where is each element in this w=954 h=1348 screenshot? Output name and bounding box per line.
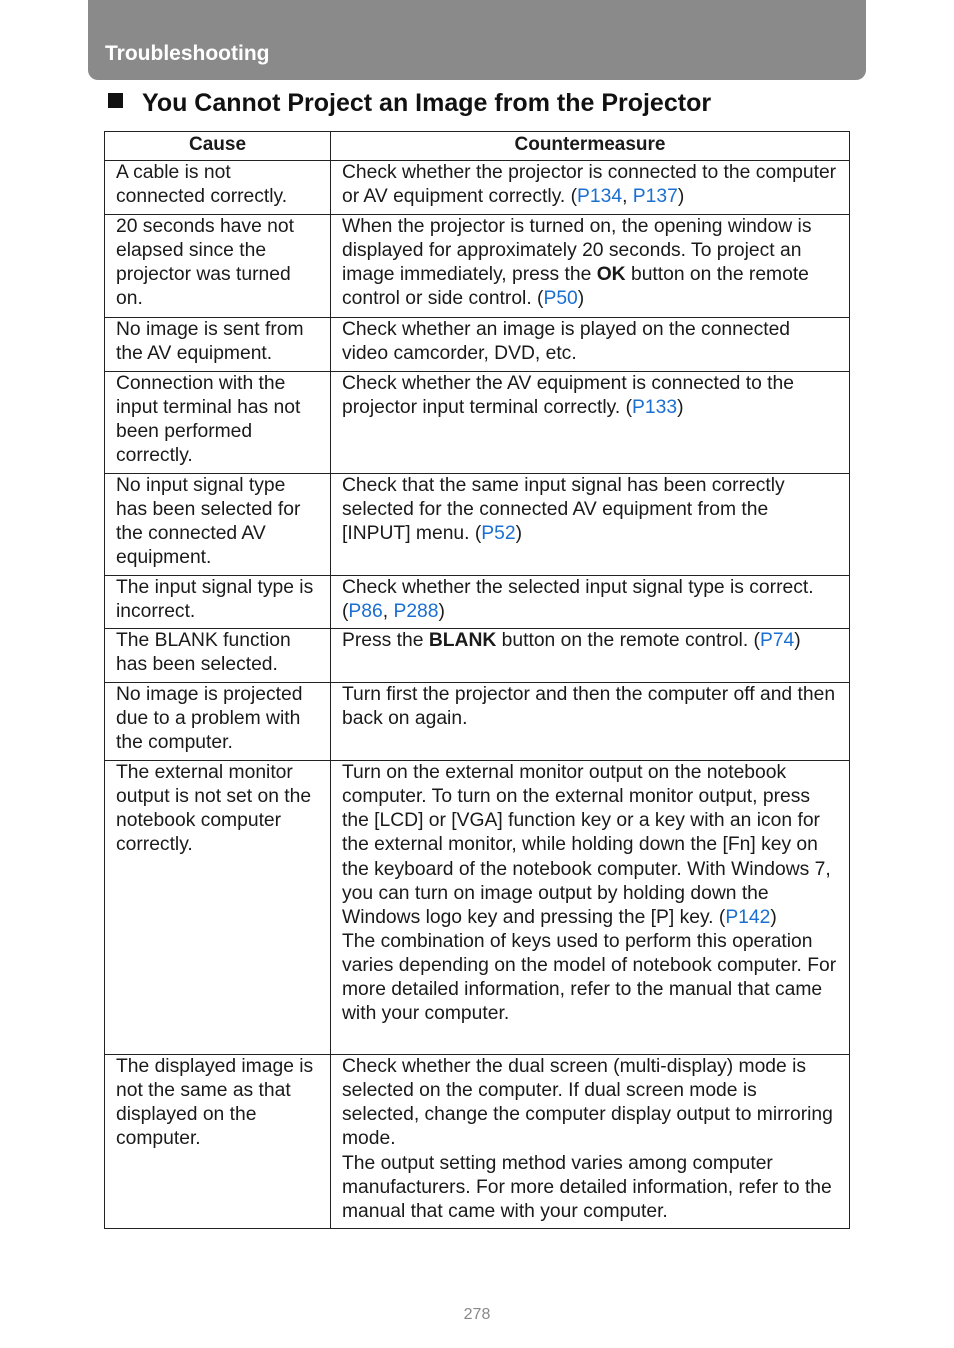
countermeasure-paragraph <box>342 629 839 653</box>
table-body <box>105 161 850 1229</box>
text-segment: ) <box>677 186 685 208</box>
text-segment: The combination of keys used to perform this operation varies depending on the model of notebook computer. For more detailed information, refer to the manual that came with your computer. <box>342 930 837 1025</box>
text-segment: Turn first the projector and then the computer off and then back on again. <box>342 684 836 730</box>
page-reference-link[interactable]: P134 <box>577 186 623 208</box>
header-title: Troubleshooting <box>105 42 270 65</box>
text-segment: Press the <box>342 630 429 652</box>
troubleshooting-table <box>104 131 850 1229</box>
cause-cell: No input signal type has been selected for the connected AV equipment. <box>105 474 331 576</box>
cause-cell: The external monitor output is not set on the notebook computer correctly. <box>105 761 331 1055</box>
text-segment: ) <box>577 288 585 310</box>
button-name-text: OK <box>596 264 626 286</box>
countermeasure-paragraph <box>342 683 839 731</box>
text-segment: ) <box>677 397 684 419</box>
page-reference-link[interactable]: P74 <box>759 630 795 652</box>
countermeasure-cell <box>331 372 850 474</box>
column-header-countermeasure: Countermeasure <box>331 132 850 161</box>
table-row <box>105 474 850 576</box>
page-reference-link[interactable]: P133 <box>632 397 678 419</box>
cause-cell: The displayed image is not the same as that displayed on the computer. <box>105 1055 331 1229</box>
countermeasure-paragraph <box>342 318 839 366</box>
table-row <box>105 372 850 474</box>
cause-cell: Connection with the input terminal has not been performed correctly. <box>105 372 331 474</box>
table-row <box>105 629 850 683</box>
section-title: You Cannot Project an Image from the Projector <box>142 89 712 117</box>
text-segment: ) <box>438 601 445 623</box>
page-number: 278 <box>463 1306 491 1323</box>
table-row <box>105 576 850 629</box>
countermeasure-cell <box>331 161 850 215</box>
countermeasure-paragraph <box>342 930 839 1026</box>
countermeasure-cell <box>331 215 850 318</box>
countermeasure-paragraph <box>342 1055 839 1151</box>
text-segment: button on the remote control. ( <box>496 630 760 652</box>
text-segment: The output setting method varies among computer manufacturers. For more detailed information, refer to the manual that came with your computer. <box>342 1152 832 1222</box>
table-header-row <box>105 132 850 161</box>
text-segment: , <box>382 601 394 623</box>
page-reference-link[interactable]: P86 <box>348 601 383 623</box>
table-row <box>105 683 850 761</box>
cause-cell: The BLANK function has been selected. <box>105 629 331 683</box>
page-reference-link[interactable]: P288 <box>393 601 439 623</box>
cause-cell: The input signal type is incorrect. <box>105 576 331 629</box>
countermeasure-paragraph <box>342 372 839 420</box>
table-row <box>105 761 850 1055</box>
column-header-cause: Cause <box>105 132 331 161</box>
countermeasure-cell <box>331 761 850 1055</box>
text-segment: ) <box>770 906 777 928</box>
countermeasure-cell <box>331 629 850 683</box>
table-row <box>105 161 850 215</box>
text-segment: , <box>622 186 633 208</box>
table-row <box>105 215 850 318</box>
text-segment: Turn on the external monitor output on the notebook computer. To turn on the external monitor output, press the [LCD] or [VGA] function key or a key with an icon for the external monitor, while holding down the [Fn] key on the keyboard of the notebook computer. With Windows 7, you can turn on image output by holding down the Windows logo key and pressing the [P] key. ( <box>342 762 831 928</box>
table-row <box>105 318 850 372</box>
countermeasure-cell <box>331 576 850 629</box>
text-segment: ) <box>794 630 801 652</box>
text-segment: button on the remote control or side control. ( <box>342 264 809 310</box>
countermeasure-paragraph <box>342 1152 839 1224</box>
button-name-text: BLANK <box>428 630 497 652</box>
text-segment: ) <box>515 523 523 545</box>
countermeasure-cell <box>331 318 850 372</box>
countermeasure-paragraph <box>342 576 839 624</box>
text-segment: Check that the same input signal has been correctly selected for the connected AV equipment from the [INPUT] menu. ( <box>342 475 785 545</box>
cause-cell: A cable is not connected correctly. <box>105 161 331 215</box>
cause-cell: No image is projected due to a problem with the computer. <box>105 683 331 761</box>
text-segment: Check whether the selected input signal type is correct. ( <box>342 577 814 623</box>
countermeasure-paragraph <box>342 474 839 546</box>
countermeasure-paragraph <box>342 161 839 209</box>
text-segment: Check whether an image is played on the connected video camcorder, DVD, etc. <box>342 319 791 365</box>
page-reference-link[interactable]: P137 <box>632 186 678 208</box>
page-header-bar <box>88 0 866 80</box>
countermeasure-paragraph <box>342 761 839 930</box>
cause-cell: No image is sent from the AV equipment. <box>105 318 331 372</box>
text-segment: When the projector is turned on, the opening window is displayed for approximately 20 seconds. To project an image immediately, press the <box>342 216 812 286</box>
text-segment: Check whether the dual screen (multi-display) mode is selected on the computer. If dual screen mode is selected, change the computer display output to mirroring mode. <box>342 1056 833 1150</box>
page-reference-link[interactable]: P52 <box>481 523 516 545</box>
page-reference-link[interactable]: P142 <box>725 906 771 928</box>
section-heading <box>108 89 711 118</box>
text-segment: Check whether the AV equipment is connected to the projector input terminal correctly. ( <box>342 373 794 419</box>
countermeasure-cell <box>331 474 850 576</box>
cause-cell: 20 seconds have not elapsed since the projector was turned on. <box>105 215 331 318</box>
table-row <box>105 1055 850 1229</box>
page-reference-link[interactable]: P50 <box>543 288 578 310</box>
text-segment: Check whether the projector is connected to the computer or AV equipment correctly. ( <box>342 162 837 208</box>
square-bullet-icon <box>108 93 123 108</box>
countermeasure-cell <box>331 1055 850 1229</box>
countermeasure-cell <box>331 683 850 761</box>
countermeasure-paragraph <box>342 215 839 311</box>
